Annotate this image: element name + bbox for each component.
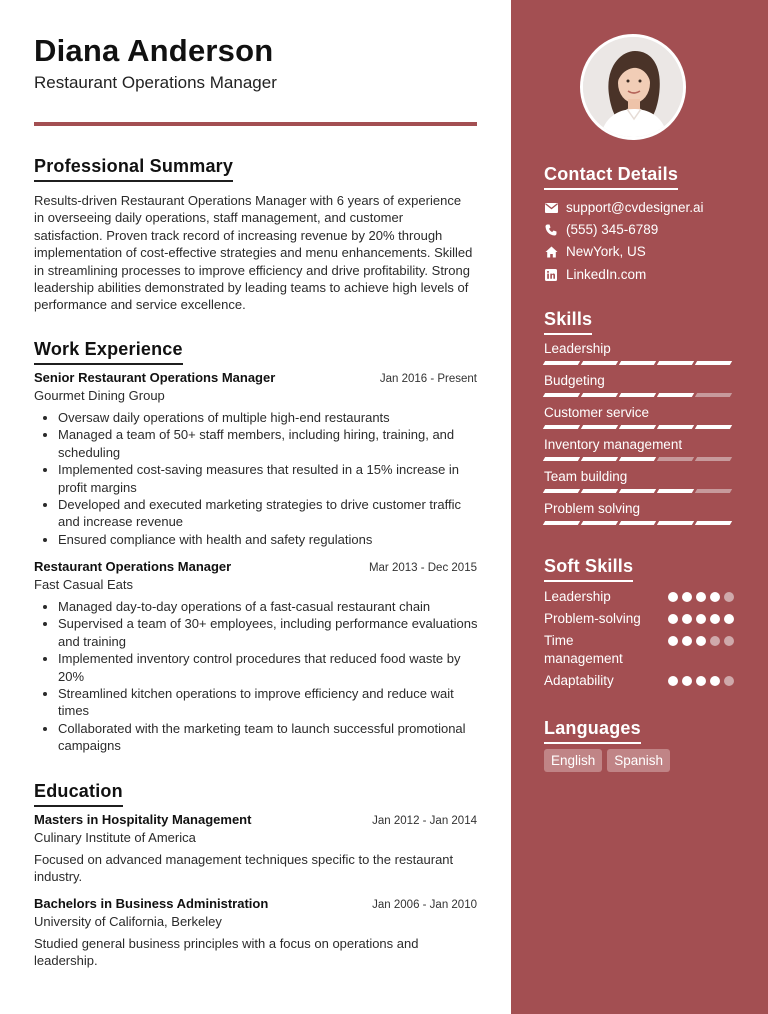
education-entry (34, 896, 477, 970)
rating-dot-filled (668, 614, 678, 624)
skill-segment-filled (543, 393, 580, 397)
contact-linkedin[interactable] (544, 267, 646, 282)
skill-segment-filled (619, 489, 656, 493)
skill-label: Inventory management (544, 437, 683, 452)
profile-photo (580, 34, 686, 140)
soft-skill-item (544, 588, 734, 606)
rating-dot-empty (724, 676, 734, 686)
skill-segment-filled (657, 361, 694, 365)
degree: Bachelors in Business Administration (34, 896, 269, 911)
skill-segment-filled (543, 457, 580, 461)
sidebar (511, 0, 768, 1014)
candidate-title: Restaurant Operations Manager (34, 73, 277, 92)
contact-email[interactable] (544, 200, 704, 215)
skill-segment-filled (657, 425, 694, 429)
soft-skill-label: Problem-solving (544, 611, 641, 626)
contact-location-text: NewYork, US (566, 244, 646, 259)
job-entry (34, 370, 477, 548)
rating-dot-empty (710, 636, 720, 646)
job-bullet: • Managed a team of 50+ staff members, including hiring, training, and scheduling (58, 426, 478, 461)
skill-segment-filled (581, 457, 618, 461)
rating-dot-filled (724, 614, 734, 624)
skill-segment-filled (695, 361, 732, 365)
job-bullet: • Streamlined kitchen operations to improve efficiency and reduce wait times (58, 685, 478, 720)
language-tag: Spanish (607, 749, 670, 772)
skill-segment-empty (657, 457, 694, 461)
skill-segment-filled (619, 361, 656, 365)
skill-level-bar (544, 361, 734, 365)
job-bullet: • Implemented cost-saving measures that resulted in a 15% increase in profit margins (58, 461, 478, 496)
summary-text: Results-driven Restaurant Operations Manager with 6 years of experience in overseeing daily operations, staff management, and customer satisfaction. Proven track record of increasing revenue by 20% through implementation of cost-effective strategies and menu enhancements. Skilled in streamlining processes to improve efficiency and drive profitability. Strong leadership abilities demonstrated by leading teams to achieve high levels of performance and service excellence. (34, 193, 473, 313)
job-bullets (34, 409, 477, 548)
language-tag: English (544, 749, 602, 772)
job-bullet: • Ensured compliance with health and safety regulations (58, 531, 478, 548)
rating-dot-filled (682, 676, 692, 686)
soft-skill-label: Adaptability (544, 673, 614, 688)
rating-dot-filled (668, 592, 678, 602)
skill-segment-filled (657, 393, 694, 397)
rating-dot-filled (682, 636, 692, 646)
skill-segment-filled (619, 457, 656, 461)
language-list (544, 749, 670, 772)
rating-dot-filled (710, 676, 720, 686)
soft-skill-item (544, 632, 734, 667)
job-bullet: • Oversaw daily operations of multiple high-end restaurants (58, 409, 478, 426)
skill-segment-filled (581, 489, 618, 493)
rating-dot-filled (668, 636, 678, 646)
job-dates: Mar 2013 - Dec 2015 (368, 562, 477, 574)
skill-segment-filled (581, 393, 618, 397)
rating-dot-empty (724, 636, 734, 646)
job-bullets (34, 598, 477, 755)
skill-segment-filled (581, 425, 618, 429)
skill-level-bar (544, 521, 734, 525)
header-divider (34, 122, 477, 126)
contact-email-text: support@cvdesigner.ai (566, 200, 704, 215)
soft-skill-label: Time management (544, 633, 623, 666)
contact-phone[interactable] (544, 222, 658, 237)
rating-dot-filled (668, 676, 678, 686)
contact-phone-text: (555) 345-6789 (566, 222, 659, 237)
job-role: Senior Restaurant Operations Manager (34, 370, 276, 385)
skill-segment-filled (619, 393, 656, 397)
job-company: Fast Casual Eats (34, 577, 133, 592)
rating-dot-filled (696, 592, 706, 602)
rating-dot-filled (696, 636, 706, 646)
rating-dot-filled (710, 592, 720, 602)
rating-dot-filled (696, 614, 706, 624)
skill-item (544, 501, 734, 525)
skill-label: Leadership (544, 341, 611, 356)
soft-skills-heading: Soft Skills (544, 556, 633, 582)
education-desc: Studied general business principles with a focus on operations and leadership. (34, 936, 419, 969)
job-bullet: • Implemented inventory control procedures that reduced food waste by 20% (58, 650, 478, 685)
skill-segment-filled (543, 361, 580, 365)
skill-segment-empty (695, 457, 732, 461)
job-bullet: • Supervised a team of 30+ employees, including performance evaluations and training (58, 615, 478, 650)
skill-segment-filled (581, 521, 618, 525)
job-bullet: • Developed and executed marketing strategies to drive customer traffic and increase revenue (58, 496, 478, 531)
education-heading: Education (34, 781, 123, 807)
skill-segment-filled (619, 425, 656, 429)
soft-skill-rating (668, 592, 734, 602)
rating-dot-empty (724, 592, 734, 602)
skill-segment-filled (619, 521, 656, 525)
linkedin-icon (544, 268, 558, 282)
skill-level-bar (544, 457, 734, 461)
skill-label: Budgeting (544, 373, 605, 388)
summary-heading: Professional Summary (34, 156, 233, 182)
phone-icon (544, 223, 558, 237)
job-bullet: • Managed day-to-day operations of a fast-casual restaurant chain (58, 598, 478, 615)
job-role: Restaurant Operations Manager (34, 559, 232, 574)
skill-label: Team building (544, 469, 628, 484)
skill-segment-filled (695, 425, 732, 429)
contact-location (544, 244, 646, 259)
skill-label: Problem solving (544, 501, 641, 516)
contact-heading: Contact Details (544, 164, 678, 190)
envelope-icon (544, 201, 558, 215)
skill-item (544, 437, 734, 461)
rating-dot-filled (682, 592, 692, 602)
job-dates: Jan 2016 - Present (379, 373, 477, 385)
skill-item (544, 469, 734, 493)
skill-segment-filled (657, 489, 694, 493)
rating-dot-filled (710, 614, 720, 624)
skill-segment-filled (543, 521, 580, 525)
experience-heading: Work Experience (34, 339, 183, 365)
home-icon (544, 245, 558, 259)
rating-dot-filled (696, 676, 706, 686)
person-avatar-icon (583, 37, 683, 137)
skill-segment-filled (543, 489, 580, 493)
rating-dot-filled (682, 614, 692, 624)
contact-linkedin-text: LinkedIn.com (566, 267, 647, 282)
job-company: Gourmet Dining Group (34, 388, 165, 403)
soft-skill-item (544, 610, 734, 628)
soft-skill-label: Leadership (544, 589, 611, 604)
skill-level-bar (544, 425, 734, 429)
soft-skill-item (544, 672, 734, 690)
soft-skill-rating (668, 636, 734, 646)
soft-skill-rating (668, 614, 734, 624)
education-dates: Jan 2006 - Jan 2010 (372, 899, 477, 911)
skill-level-bar (544, 393, 734, 397)
soft-skill-rating (668, 676, 734, 686)
candidate-name: Diana Anderson (34, 33, 274, 68)
languages-heading: Languages (544, 718, 641, 744)
education-entry (34, 812, 477, 886)
skill-item (544, 373, 734, 397)
skill-segment-filled (657, 521, 694, 525)
skill-segment-filled (543, 425, 580, 429)
skill-segment-filled (695, 521, 732, 525)
skill-level-bar (544, 489, 734, 493)
education-dates: Jan 2012 - Jan 2014 (372, 815, 477, 827)
school: University of California, Berkeley (34, 914, 222, 929)
degree: Masters in Hospitality Management (34, 812, 252, 827)
school: Culinary Institute of America (34, 830, 196, 845)
skill-segment-filled (581, 361, 618, 365)
skill-item (544, 341, 734, 365)
skill-segment-empty (695, 489, 732, 493)
skill-segment-empty (695, 393, 732, 397)
skill-item (544, 405, 734, 429)
skill-label: Customer service (544, 405, 650, 420)
education-desc: Focused on advanced management techniques specific to the restaurant industry. (34, 852, 454, 885)
skills-heading: Skills (544, 309, 592, 335)
job-bullet: • Collaborated with the marketing team to launch successful promotional campaigns (58, 720, 478, 755)
job-entry (34, 559, 477, 755)
